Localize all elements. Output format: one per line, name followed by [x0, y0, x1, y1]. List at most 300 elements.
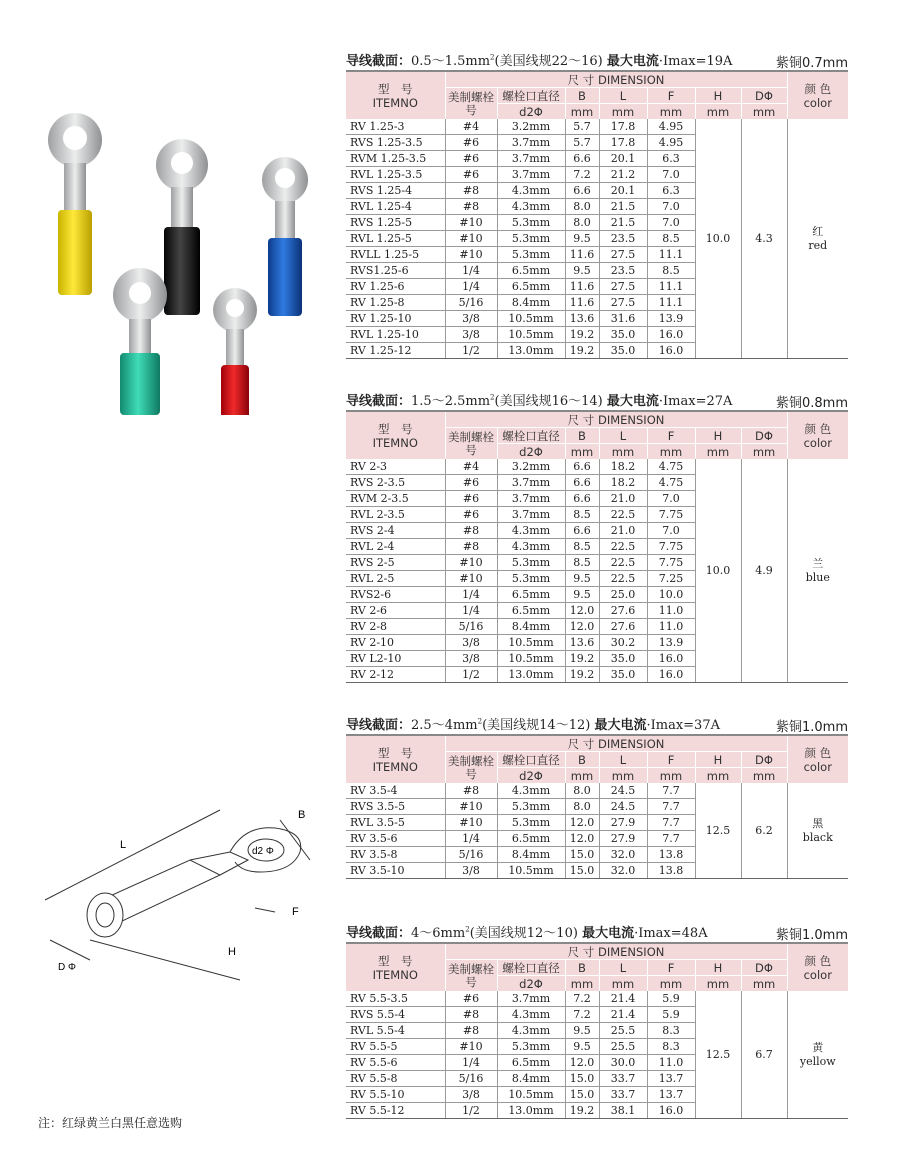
- color-zh: 黄: [812, 1040, 824, 1054]
- header-color: [787, 411, 848, 459]
- cell-hole: 5.3mm: [497, 247, 565, 263]
- cell-b: 9.5: [565, 263, 599, 279]
- cell-bolt: 5/16: [445, 847, 497, 863]
- cell-model: RV 5.5-10: [346, 1087, 445, 1103]
- cell-bolt: 3/8: [445, 327, 497, 343]
- cell-l: 24.5: [599, 783, 647, 799]
- max-current-label: 最大电流: [606, 394, 659, 409]
- cell-hole: 4.3mm: [497, 1007, 565, 1023]
- cell-f: 7.7: [647, 799, 695, 815]
- section-title: [346, 48, 848, 70]
- wire-range: 1.5～2.5mm: [411, 394, 491, 409]
- cell-model: RVL 2-3.5: [346, 507, 445, 523]
- header-unit: mm: [647, 444, 695, 460]
- cell-hole: 4.3mm: [497, 523, 565, 539]
- copper-thickness: 紫铜0.7mm: [775, 56, 848, 71]
- header-color-zh: 颜 色: [804, 421, 832, 436]
- cell-f: 16.0: [647, 343, 695, 359]
- header-color-en: color: [803, 95, 832, 110]
- cell-bolt: 1/2: [445, 1103, 497, 1119]
- cell-l: 27.6: [599, 619, 647, 635]
- spec-table: [346, 734, 848, 879]
- label-b: B: [298, 809, 306, 821]
- section-title: [346, 388, 848, 410]
- cell-f: 7.75: [647, 539, 695, 555]
- cell-f: 4.75: [647, 459, 695, 475]
- cell-l: 21.4: [599, 991, 647, 1007]
- cell-f: 4.95: [647, 119, 695, 135]
- header-unit: mm: [741, 976, 787, 992]
- cell-model: RV 1.25-6: [346, 279, 445, 295]
- header-unit: mm: [695, 444, 741, 460]
- cell-l: 21.0: [599, 491, 647, 507]
- cell-model: RV 5.5-5: [346, 1039, 445, 1055]
- cell-f: 7.25: [647, 571, 695, 587]
- color-en: yellow: [799, 1054, 836, 1068]
- header-bolt: 美制螺栓号: [445, 752, 497, 784]
- cell-l: 22.5: [599, 539, 647, 555]
- header-dphi: DΦ: [741, 960, 787, 976]
- cell-f: 7.75: [647, 555, 695, 571]
- cell-bolt: #8: [445, 183, 497, 199]
- left-panel: [0, 0, 340, 1172]
- cell-hole: 5.3mm: [497, 571, 565, 587]
- wire-range: 4～6mm: [411, 926, 466, 941]
- cell-model: RVS 1.25-4: [346, 183, 445, 199]
- cell-b: 5.7: [565, 135, 599, 151]
- max-current: ·Imax=19A: [658, 54, 733, 69]
- header-unit: mm: [565, 768, 599, 784]
- cell-model: RV 3.5-4: [346, 783, 445, 799]
- header-l: L: [599, 752, 647, 768]
- cell-l: 23.5: [599, 231, 647, 247]
- header-model-en: ITEMNO: [372, 967, 418, 982]
- cell-l: 27.5: [599, 247, 647, 263]
- cell-model: RV 2-12: [346, 667, 445, 683]
- wire-size-heading: [346, 922, 708, 941]
- cell-l: 30.2: [599, 635, 647, 651]
- awg-range: (美国线规22～16): [494, 54, 607, 69]
- cell-l: 27.9: [599, 815, 647, 831]
- cell-hole: 3.7mm: [497, 135, 565, 151]
- copper-thickness: 紫铜0.8mm: [775, 396, 848, 411]
- header-color-zh: 颜 色: [804, 953, 832, 968]
- header-hole: 螺栓口直径: [497, 88, 565, 104]
- cell-b: 6.6: [565, 183, 599, 199]
- cell-bolt: 5/16: [445, 1071, 497, 1087]
- cell-f: 7.7: [647, 783, 695, 799]
- cell-hole: 10.5mm: [497, 327, 565, 343]
- cell-bolt: 1/4: [445, 587, 497, 603]
- max-current-label: 最大电流: [606, 54, 659, 69]
- header-model-zh: 型 号: [378, 953, 413, 968]
- label-d: D Φ: [58, 962, 76, 973]
- spec-section: [346, 920, 848, 1119]
- header-b: B: [565, 752, 599, 768]
- cell-model: RVLL 1.25-5: [346, 247, 445, 263]
- header-unit: mm: [647, 104, 695, 120]
- header-model: [346, 943, 445, 991]
- header-dimension: 尺 寸 DIMENSION: [445, 943, 787, 960]
- cell-model: RV 1.25-12: [346, 343, 445, 359]
- cell-l: 22.5: [599, 555, 647, 571]
- cell-bolt: #10: [445, 571, 497, 587]
- cell-b: 9.5: [565, 571, 599, 587]
- cell-hole: 6.5mm: [497, 603, 565, 619]
- cell-l: 21.5: [599, 199, 647, 215]
- header-hole: 螺栓口直径: [497, 428, 565, 444]
- cell-hole: 13.0mm: [497, 343, 565, 359]
- label-f: F: [292, 906, 299, 918]
- header-unit: mm: [695, 976, 741, 992]
- header-model-en: ITEMNO: [372, 435, 418, 450]
- header-model: [346, 71, 445, 119]
- cell-b: 9.5: [565, 1023, 599, 1039]
- cell-b: 8.5: [565, 539, 599, 555]
- cell-l: 30.0: [599, 1055, 647, 1071]
- header-hole: 螺栓口直径: [497, 752, 565, 768]
- cell-f: 7.0: [647, 167, 695, 183]
- wire-size-heading: [346, 50, 732, 69]
- cell-hole: 3.7mm: [497, 475, 565, 491]
- cell-f: 7.7: [647, 831, 695, 847]
- header-unit: mm: [565, 104, 599, 120]
- cell-l: 25.5: [599, 1023, 647, 1039]
- cell-b: 6.6: [565, 475, 599, 491]
- cell-bolt: #10: [445, 815, 497, 831]
- cell-b: 7.2: [565, 1007, 599, 1023]
- cell-model: RVS 1.25-5: [346, 215, 445, 231]
- cell-model: RV 1.25-8: [346, 295, 445, 311]
- copper-thickness: 紫铜1.0mm: [775, 928, 848, 943]
- cell-f: 4.75: [647, 475, 695, 491]
- red-terminal: [213, 288, 257, 415]
- cell-bolt: 1/2: [445, 343, 497, 359]
- header-unit: mm: [741, 444, 787, 460]
- cell-h: 10.0: [695, 459, 741, 683]
- cell-bolt: #6: [445, 167, 497, 183]
- cell-f: 7.0: [647, 199, 695, 215]
- header-l: L: [599, 960, 647, 976]
- cell-bolt: 5/16: [445, 295, 497, 311]
- cell-hole: 10.5mm: [497, 311, 565, 327]
- cell-f: 13.7: [647, 1087, 695, 1103]
- cell-b: 5.7: [565, 119, 599, 135]
- cell-d: 4.9: [741, 459, 787, 683]
- cell-hole: 5.3mm: [497, 799, 565, 815]
- cell-bolt: #8: [445, 1023, 497, 1039]
- cell-model: RVL 5.5-4: [346, 1023, 445, 1039]
- header-unit: mm: [599, 976, 647, 992]
- cell-f: 7.7: [647, 815, 695, 831]
- cell-l: 32.0: [599, 847, 647, 863]
- header-d2: d2Φ: [497, 976, 565, 992]
- title-label: 导线截面：: [346, 718, 412, 733]
- header-color: [787, 735, 848, 783]
- cell-l: 27.9: [599, 831, 647, 847]
- cell-l: 31.6: [599, 311, 647, 327]
- cell-model: RV 5.5-6: [346, 1055, 445, 1071]
- cell-b: 15.0: [565, 847, 599, 863]
- spec-section: [346, 48, 848, 359]
- purchase-note: 注：红绿黄兰白黑任意选购: [38, 1116, 183, 1130]
- cell-hole: 3.7mm: [497, 491, 565, 507]
- cell-l: 21.0: [599, 523, 647, 539]
- cell-l: 22.5: [599, 507, 647, 523]
- cell-bolt: #8: [445, 523, 497, 539]
- cell-l: 20.1: [599, 183, 647, 199]
- label-d2: d2 Φ: [252, 846, 274, 857]
- cell-d: 4.3: [741, 119, 787, 359]
- cell-f: 11.0: [647, 603, 695, 619]
- header-model-zh: 型 号: [378, 745, 413, 760]
- cell-b: 9.5: [565, 1039, 599, 1055]
- cell-model: RVS 2-5: [346, 555, 445, 571]
- blue-terminal: [262, 157, 308, 316]
- cell-model: RV 5.5-12: [346, 1103, 445, 1119]
- cell-b: 13.6: [565, 635, 599, 651]
- header-b: B: [565, 428, 599, 444]
- cell-hole: 13.0mm: [497, 667, 565, 683]
- cell-l: 20.1: [599, 151, 647, 167]
- cell-b: 19.2: [565, 343, 599, 359]
- header-model-zh: 型 号: [378, 81, 413, 96]
- cell-b: 7.2: [565, 167, 599, 183]
- cell-model: RV 2-6: [346, 603, 445, 619]
- cell-hole: 5.3mm: [497, 555, 565, 571]
- cell-l: 35.0: [599, 327, 647, 343]
- header-unit: mm: [599, 104, 647, 120]
- max-current-label: 最大电流: [582, 926, 635, 941]
- cell-bolt: 1/4: [445, 263, 497, 279]
- header-f: F: [647, 752, 695, 768]
- cell-bolt: #8: [445, 199, 497, 215]
- cell-hole: 10.5mm: [497, 651, 565, 667]
- wire-size-heading: [346, 714, 720, 733]
- cell-b: 6.6: [565, 151, 599, 167]
- cell-b: 8.0: [565, 215, 599, 231]
- cell-f: 16.0: [647, 667, 695, 683]
- cell-bolt: #8: [445, 1007, 497, 1023]
- title-label: 导线截面：: [346, 394, 412, 409]
- header-unit: mm: [695, 768, 741, 784]
- cell-f: 13.9: [647, 311, 695, 327]
- cell-f: 11.0: [647, 619, 695, 635]
- header-f: F: [647, 960, 695, 976]
- cell-f: 4.95: [647, 135, 695, 151]
- table-row: [346, 783, 848, 799]
- cell-model: RV 3.5-6: [346, 831, 445, 847]
- cell-f: 7.0: [647, 215, 695, 231]
- color-en: black: [802, 830, 833, 844]
- cell-bolt: #8: [445, 783, 497, 799]
- cell-model: RVL 2-4: [346, 539, 445, 555]
- cell-l: 21.2: [599, 167, 647, 183]
- header-unit: mm: [741, 768, 787, 784]
- cell-d: 6.2: [741, 783, 787, 879]
- cell-model: RVM 1.25-3.5: [346, 151, 445, 167]
- cell-f: 13.7: [647, 1071, 695, 1087]
- spec-table: [346, 70, 848, 359]
- cell-hole: 4.3mm: [497, 783, 565, 799]
- cell-f: 11.0: [647, 1055, 695, 1071]
- cell-l: 25.0: [599, 587, 647, 603]
- cell-hole: 3.7mm: [497, 151, 565, 167]
- cell-h: 12.5: [695, 991, 741, 1119]
- cell-l: 22.5: [599, 571, 647, 587]
- cell-hole: 10.5mm: [497, 863, 565, 879]
- cell-model: RVS1.25-6: [346, 263, 445, 279]
- cell-bolt: #4: [445, 119, 497, 135]
- cell-f: 7.0: [647, 523, 695, 539]
- cell-l: 17.8: [599, 119, 647, 135]
- green-terminal: [113, 268, 167, 415]
- cell-f: 7.0: [647, 491, 695, 507]
- cell-l: 18.2: [599, 475, 647, 491]
- cell-bolt: #10: [445, 1039, 497, 1055]
- header-b: B: [565, 88, 599, 104]
- cell-b: 19.2: [565, 667, 599, 683]
- header-h: H: [695, 428, 741, 444]
- color-zh: 兰: [812, 556, 824, 570]
- cell-model: RVS2-6: [346, 587, 445, 603]
- cell-f: 8.5: [647, 231, 695, 247]
- cell-b: 15.0: [565, 863, 599, 879]
- cell-hole: 4.3mm: [497, 1023, 565, 1039]
- header-dphi: DΦ: [741, 88, 787, 104]
- header-l: L: [599, 428, 647, 444]
- table-row: [346, 991, 848, 1007]
- header-f: F: [647, 428, 695, 444]
- cell-model: RVL 1.25-10: [346, 327, 445, 343]
- header-color-en: color: [803, 759, 832, 774]
- cell-f: 8.3: [647, 1023, 695, 1039]
- cell-hole: 5.3mm: [497, 1039, 565, 1055]
- cell-b: 12.0: [565, 603, 599, 619]
- cell-hole: 3.2mm: [497, 119, 565, 135]
- wire-size-heading: [346, 390, 732, 409]
- cell-model: RVS 5.5-4: [346, 1007, 445, 1023]
- max-current: ·Imax=27A: [658, 394, 733, 409]
- cell-hole: 10.5mm: [497, 635, 565, 651]
- cell-l: 38.1: [599, 1103, 647, 1119]
- cell-f: 11.1: [647, 295, 695, 311]
- cell-bolt: #10: [445, 231, 497, 247]
- cell-b: 12.0: [565, 815, 599, 831]
- cell-bolt: #6: [445, 151, 497, 167]
- wire-range: 0.5～1.5mm: [411, 54, 491, 69]
- cell-bolt: 5/16: [445, 619, 497, 635]
- cell-l: 27.5: [599, 279, 647, 295]
- table-row: [346, 459, 848, 475]
- cell-b: 12.0: [565, 1055, 599, 1071]
- cell-b: 8.0: [565, 783, 599, 799]
- cell-model: RV 2-3: [346, 459, 445, 475]
- cell-hole: 3.7mm: [497, 991, 565, 1007]
- max-current-label: 最大电流: [594, 718, 647, 733]
- header-unit: mm: [647, 976, 695, 992]
- cell-color: [787, 119, 848, 359]
- header-color-zh: 颜 色: [804, 81, 832, 96]
- cell-model: RV 1.25-3: [346, 119, 445, 135]
- cell-hole: 8.4mm: [497, 619, 565, 635]
- cell-hole: 3.7mm: [497, 507, 565, 523]
- cell-f: 7.75: [647, 507, 695, 523]
- header-color-zh: 颜 色: [804, 745, 832, 760]
- header-hole: 螺栓口直径: [497, 960, 565, 976]
- cell-b: 9.5: [565, 587, 599, 603]
- cell-hole: 6.5mm: [497, 587, 565, 603]
- header-f: F: [647, 88, 695, 104]
- cell-bolt: #6: [445, 491, 497, 507]
- cell-b: 6.6: [565, 491, 599, 507]
- section-title: [346, 920, 848, 942]
- cell-model: RVS 1.25-3.5: [346, 135, 445, 151]
- header-dphi: DΦ: [741, 428, 787, 444]
- cell-l: 35.0: [599, 343, 647, 359]
- cell-l: 33.7: [599, 1087, 647, 1103]
- cell-hole: 6.5mm: [497, 1055, 565, 1071]
- cell-l: 35.0: [599, 667, 647, 683]
- cell-model: RV 2-10: [346, 635, 445, 651]
- header-h: H: [695, 752, 741, 768]
- header-model: [346, 735, 445, 783]
- title-label: 导线截面：: [346, 54, 412, 69]
- cell-model: RV 3.5-10: [346, 863, 445, 879]
- cell-f: 16.0: [647, 651, 695, 667]
- cell-b: 6.6: [565, 459, 599, 475]
- label-h: H: [228, 946, 236, 958]
- color-en: red: [808, 238, 828, 252]
- cell-hole: 3.2mm: [497, 459, 565, 475]
- cell-f: 16.0: [647, 327, 695, 343]
- cell-bolt: 3/8: [445, 863, 497, 879]
- cell-bolt: #10: [445, 799, 497, 815]
- cell-b: 12.0: [565, 831, 599, 847]
- cell-model: RVL 1.25-5: [346, 231, 445, 247]
- cell-bolt: #6: [445, 991, 497, 1007]
- cell-b: 19.2: [565, 651, 599, 667]
- color-zh: 黑: [812, 816, 824, 830]
- cell-hole: 5.3mm: [497, 815, 565, 831]
- color-zh: 红: [812, 224, 824, 238]
- cell-model: RV 1.25-10: [346, 311, 445, 327]
- cell-model: RVM 2-3.5: [346, 491, 445, 507]
- cell-model: RV 3.5-8: [346, 847, 445, 863]
- cell-color: [787, 991, 848, 1119]
- yellow-terminal: [48, 113, 102, 295]
- spec-table: [346, 942, 848, 1119]
- cell-bolt: 3/8: [445, 651, 497, 667]
- cell-bolt: 1/4: [445, 603, 497, 619]
- color-en: blue: [805, 570, 830, 584]
- cell-hole: 6.5mm: [497, 263, 565, 279]
- header-d2: d2Φ: [497, 104, 565, 120]
- cell-b: 15.0: [565, 1071, 599, 1087]
- header-l: L: [599, 88, 647, 104]
- cell-model: RVS 3.5-5: [346, 799, 445, 815]
- cell-l: 17.8: [599, 135, 647, 151]
- header-dimension: 尺 寸 DIMENSION: [445, 735, 787, 752]
- title-label: 导线截面：: [346, 926, 412, 941]
- cell-color: [787, 459, 848, 683]
- cell-color: [787, 783, 848, 879]
- cell-bolt: #10: [445, 555, 497, 571]
- cell-bolt: #6: [445, 507, 497, 523]
- awg-range: (美国线规14～12): [482, 718, 595, 733]
- cell-l: 35.0: [599, 651, 647, 667]
- cell-model: RV 5.5-3.5: [346, 991, 445, 1007]
